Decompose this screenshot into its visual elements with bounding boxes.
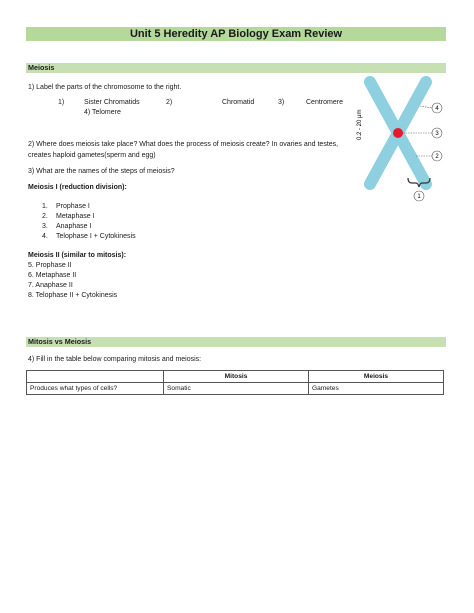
step-4: Telophase I + Cytokinesis: [56, 233, 136, 240]
answer-2-text: Chromatid: [222, 99, 255, 106]
step-2-number: 2.: [42, 213, 48, 220]
chromosome-diagram: [348, 76, 448, 202]
table-header-row: [27, 371, 444, 383]
step-3-number: 3.: [42, 223, 48, 230]
answer-4: 4) Telomere: [84, 109, 121, 116]
scale-label: 0.2 - 20 μm: [357, 109, 363, 140]
comparison-table: [26, 370, 444, 395]
table-cell-meiosis: Gametes: [309, 383, 444, 395]
table-cell-question: Produces what types of cells?: [27, 383, 164, 395]
section-heading-meiosis: Meiosis: [26, 63, 446, 73]
meiosis-2-heading: Meiosis II (similar to mitosis):: [28, 252, 127, 259]
table-header-mitosis: Mitosis: [164, 371, 309, 383]
answer-1-number: 1): [58, 99, 65, 106]
step-8: 8. Telophase II + Cytokinesis: [28, 292, 118, 299]
table-cell-mitosis: Somatic: [164, 383, 309, 395]
callout-4-label: 4: [435, 106, 439, 113]
question-2-line-1: 2) Where does meiosis take place? What does the process of meiosis create? In ovaries and testes,: [28, 141, 339, 148]
callout-1-label: 1: [417, 194, 421, 201]
question-1: 1) Label the parts of the chromosome to the right.: [28, 84, 182, 91]
step-6: 6. Metaphase II: [28, 272, 77, 279]
step-1-number: 1.: [42, 203, 48, 210]
question-2-line-2: creates haploid gametes(sperm and egg): [28, 152, 156, 159]
callout-2-label: 2: [435, 154, 439, 161]
step-3: Anaphase I: [56, 223, 92, 230]
step-5: 5. Prophase II: [28, 262, 72, 269]
step-7: 7. Anaphase II: [28, 282, 73, 289]
answer-1-text: Sister Chromatids: [84, 99, 140, 106]
question-4: 4) Fill in the table below comparing mitosis and meiosis:: [28, 356, 202, 363]
table-row: [27, 383, 444, 395]
centromere-dot: [393, 128, 403, 138]
meiosis-1-heading: Meiosis I (reduction division):: [28, 184, 127, 191]
page-title: Unit 5 Heredity AP Biology Exam Review: [26, 27, 446, 41]
section-heading-mitosis-vs-meiosis: Mitosis vs Meiosis: [26, 337, 446, 347]
answer-2-number: 2): [166, 99, 173, 106]
question-3: 3) What are the names of the steps of meiosis?: [28, 168, 175, 175]
step-1: Prophase I: [56, 203, 90, 210]
callout-3-label: 3: [435, 131, 439, 138]
answer-3-text: Centromere: [306, 99, 343, 106]
table-header-meiosis: Meiosis: [309, 371, 444, 383]
answer-3-number: 3): [278, 99, 285, 106]
step-4-number: 4.: [42, 233, 48, 240]
step-2: Metaphase I: [56, 213, 95, 220]
table-header-cell: [27, 371, 164, 383]
